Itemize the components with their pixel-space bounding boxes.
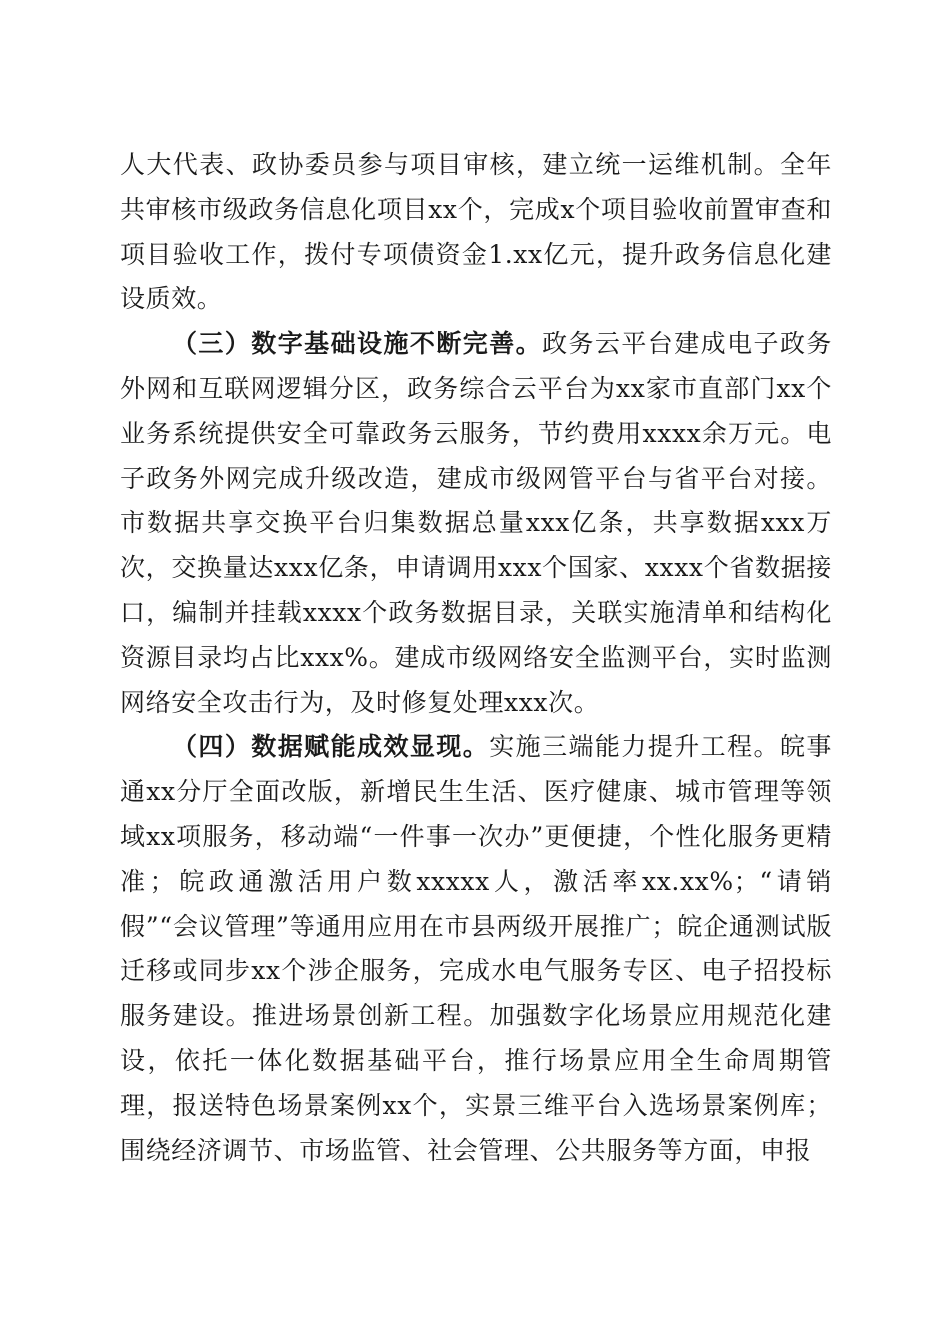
paragraph-section-3 bbox=[120, 322, 832, 725]
paragraph-text: 政务云平台建成电子政务外网和互联网逻辑分区，政务综合云平台为xx家市直部门xx个业务系统提供安全可靠政务云服务，节约费用xxxx余万元。电子政务外网完成升级改造，建成市级网管平台与省平台对接。市数据共享交换平台归集数据总量xxx亿条，共享数据xxx万次，交换量达xxx亿条，申请调用xxx个国家、xxxx个省数据接口，编制并挂载xxxx个政务数据目录，关联实施清单和结构化资源目录均占比xxx%。建成市级网络安全监测平台，实时监测网络安全攻击行为，及时修复处理xxx次。 bbox=[120, 329, 832, 717]
section-heading: （三）数字基础设施不断完善。 bbox=[172, 329, 543, 359]
paragraph-text: 人大代表、政协委员参与项目审核，建立统一运维机制。全年共审核市级政务信息化项目xx个，完成x个项目验收前置审查和项目验收工作，拨付专项债资金1.xx亿元，提升政务信息化建设质效。 bbox=[120, 150, 832, 314]
section-heading: （四）数据赋能成效显现。 bbox=[172, 732, 490, 762]
document-body bbox=[120, 143, 832, 1173]
paragraph-continuation bbox=[120, 143, 832, 322]
paragraph-section-4 bbox=[120, 725, 832, 1173]
paragraph-text: 实施三端能力提升工程。皖事通xx分厅全面改版，新增民生生活、医疗健康、城市管理等领域xx项服务，移动端“一件事一次办”更便捷，个性化服务更精准；皖政通激活用户数xxxxx人，激活率xx.xx%；“请销假”“会议管理”等通用应用在市县两级开展推广；皖企通测试版迁移或同步xx个涉企服务，完成水电气服务专区、电子招投标服务建设。推进场景创新工程。加强数字化场景应用规范化建设，依托一体化数据基础平台，推行场景应用全生命周期管理，报送特色场景案例xx个，实景三维平台入选场景案例库；围绕经济调节、市场监管、社会管理、公共服务等方面，申报 bbox=[120, 732, 832, 1165]
